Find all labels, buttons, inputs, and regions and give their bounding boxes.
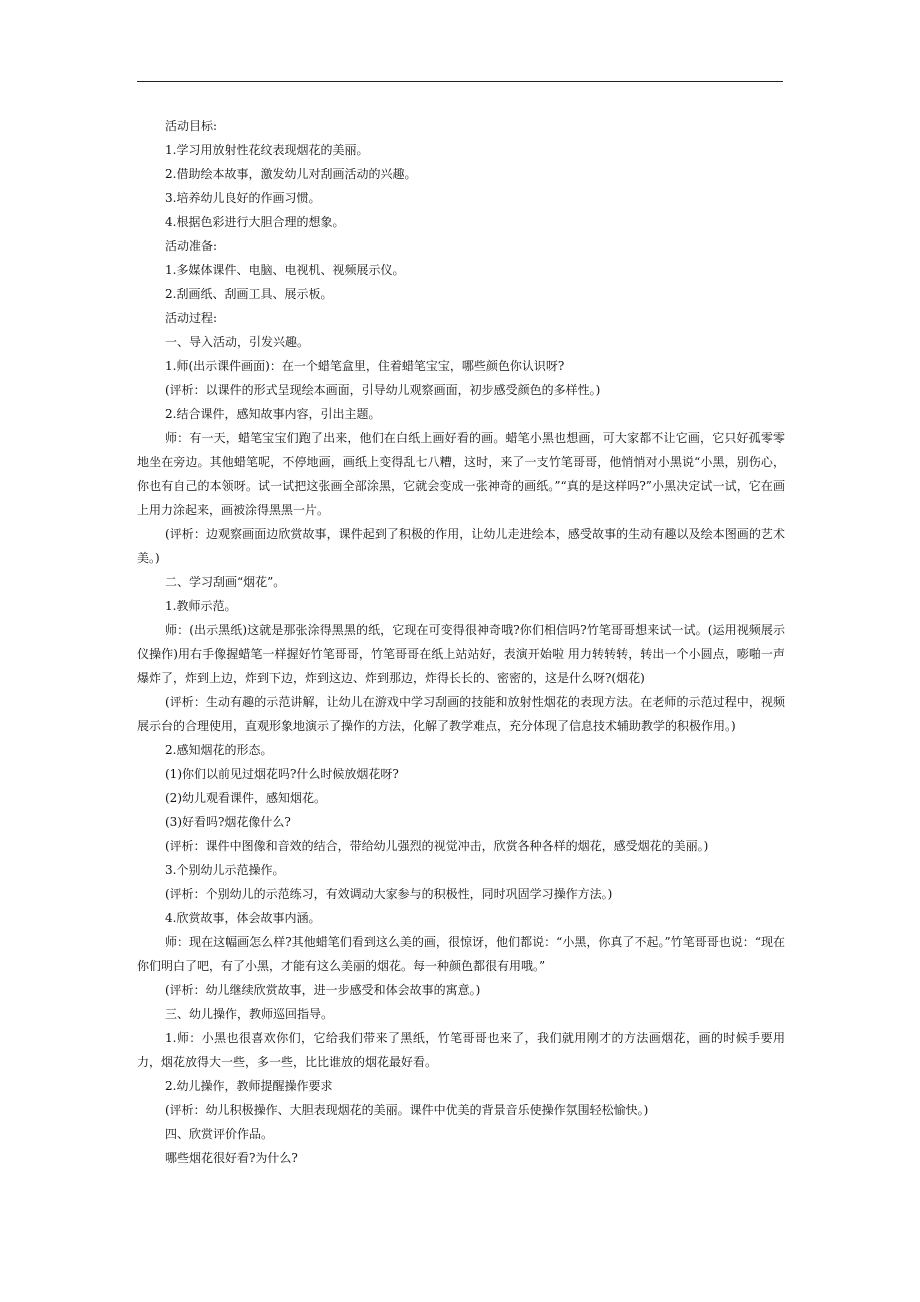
section-heading: 二、学习刮画“烟花”。 <box>165 575 286 589</box>
story-paragraph: 师：现在这幅画怎么样?其他蜡笔们看到这么美的画，很惊讶，他们都说：“小黑，你真了不起。”竹笔哥哥也说：“现在你们明白了吧，有了小黑，才能有这么美丽的烟花。每一种颜色都很有用哦。” <box>137 935 785 973</box>
paragraph: 2.结合课件，感知故事内容，引出主题。 <box>165 407 381 421</box>
goal-item: 1.学习用放射性花纹表现烟花的美丽。 <box>165 143 369 157</box>
commentary: (评析：课件中图像和音效的结合，带给幼儿强烈的视觉冲击，欣赏各种各样的烟花，感受烟花的美丽。) <box>165 839 709 853</box>
commentary: (评析：个别幼儿的示范练习，有效调动大家参与的积极性，同时巩固学习操作方法。) <box>165 887 613 901</box>
question-item: (1)你们以前见过烟花吗?什么时候放烟花呀? <box>165 767 399 781</box>
heading-preparation: 活动准备: <box>165 239 218 253</box>
section-heading: 四、欣赏评价作品。 <box>165 1127 274 1141</box>
goal-item: 3.培养幼儿良好的作画习惯。 <box>165 191 321 205</box>
commentary: (评析：幼儿继续欣赏故事，进一步感受和体会故事的寓意。) <box>165 983 481 997</box>
header-rule <box>137 81 783 82</box>
paragraph: 1.教师示范。 <box>165 599 237 613</box>
paragraph: 2.感知烟花的形态。 <box>165 743 273 757</box>
document-body <box>137 114 785 1170</box>
demo-paragraph: 师：(出示黑纸)这就是那张涂得黑黑的纸，它现在可变得很神奇哦?你们相信吗?竹笔哥哥想来试一试。(运用视频展示仪操作)用右手像握蜡笔一样握好竹笔哥哥，竹笔哥哥在纸上站站好，表演开始啦 用力转转转，转出一个小圆点，嘭啪一声爆炸了，炸到上边，炸到下边，炸到这边、炸到那边，炸得长长的、密密的，这是什么呀?(烟花) <box>137 623 785 685</box>
section-heading: 三、幼儿操作，教师巡回指导。 <box>165 1007 334 1021</box>
commentary: (评析：边观察画面边欣赏故事，课件起到了积极的作用，让幼儿走进绘本，感受故事的生动有趣以及绘本图画的艺术美。) <box>137 527 785 565</box>
heading-goals: 活动目标: <box>165 119 218 133</box>
paragraph: 4.欣赏故事，体会故事内涵。 <box>165 911 321 925</box>
commentary: (评析：以课件的形式呈现绘本画面，引导幼儿观察画面，初步感受颜色的多样性。) <box>165 383 601 397</box>
paragraph: 哪些烟花很好看?为什么? <box>165 1151 298 1165</box>
question-item: (2)幼儿观看课件，感知烟花。 <box>165 791 326 805</box>
preparation-item: 1.多媒体课件、电脑、电视机、视频展示仪。 <box>165 263 405 277</box>
preparation-item: 2.刮画纸、刮画工具、展示板。 <box>165 287 333 301</box>
heading-process: 活动过程: <box>165 311 218 325</box>
goal-item: 2.借助绘本故事，激发幼儿对刮画活动的兴趣。 <box>165 167 417 181</box>
section-heading: 一、导入活动，引发兴趣。 <box>165 335 310 349</box>
story-paragraph: 师：有一天，蜡笔宝宝们跑了出来，他们在白纸上画好看的画。蜡笔小黑也想画，可大家都不让它画，它只好孤零零地坐在旁边。其他蜡笔呢，不停地画，画纸上变得乱七八糟，这时，来了一支竹笔哥哥，他悄悄对小黑说“小黑，别伤心，你也有自己的本领呀。试一试把这张画全部涂黑，它就会变成一张神奇的画纸。”“真的是这样吗?”小黑决定试一试，它在画上用力涂起来，画被涂得黑黑一片。 <box>137 431 785 517</box>
paragraph: 1.师(出示课件画面)：在一个蜡笔盒里，住着蜡笔宝宝，哪些颜色你认识呀? <box>165 359 565 373</box>
paragraph: 1.师：小黑也很喜欢你们，它给我们带来了黑纸，竹笔哥哥也来了，我们就用刚才的方法画烟花，画的时候手要用力，烟花放得大一些，多一些，比比谁放的烟花最好看。 <box>137 1031 785 1069</box>
paragraph: 3.个别幼儿示范操作。 <box>165 863 285 877</box>
paragraph: 2.幼儿操作，教师提醒操作要求 <box>165 1079 333 1093</box>
commentary: (评析：生动有趣的示范讲解，让幼儿在游戏中学习刮画的技能和放射性烟花的表现方法。在老师的示范过程中，视频展示台的合理使用，直观形象地演示了操作的方法，化解了教学难点，充分体现了信息技术辅助教学的积极作用。) <box>137 695 785 733</box>
question-item: (3)好看吗?烟花像什么? <box>165 815 291 829</box>
commentary: (评析：幼儿积极操作、大胆表现烟花的美丽。课件中优美的背景音乐使操作氛围轻松愉快。) <box>165 1103 649 1117</box>
goal-item: 4.根据色彩进行大胆合理的想象。 <box>165 215 345 229</box>
